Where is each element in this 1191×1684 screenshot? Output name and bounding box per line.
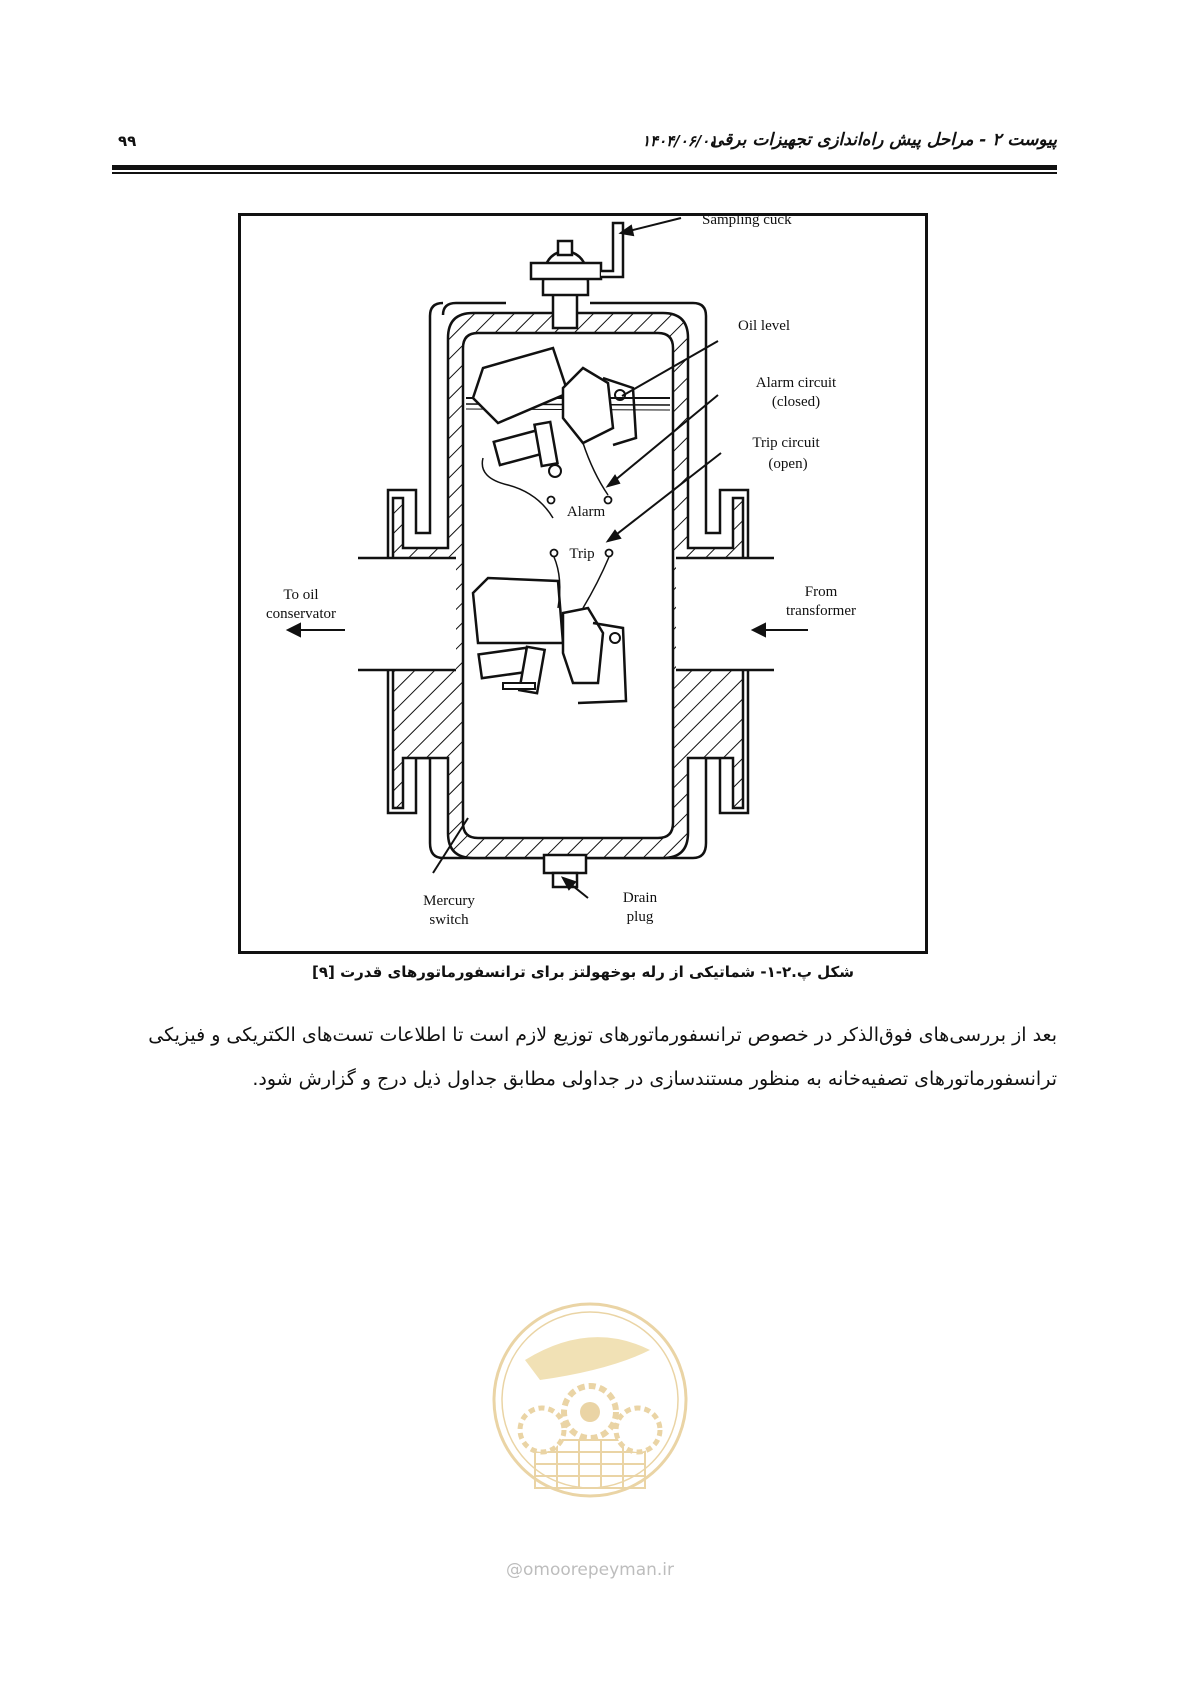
label-mercury-1: Mercury [423,893,475,909]
body-line-2: ترانسفورماتورهای تصفیه‌خانه به منظور مستندسازی در جداولی مطابق جداول ذیل درج و گزارش شود. [252,1068,1057,1090]
watermark-logo [480,1280,710,1590]
label-alarm: Alarm [566,504,606,520]
label-alarm-circuit-1: Alarm circuit [755,375,837,391]
header-rule-thick [112,165,1057,170]
figure-caption: شکل پ.۲-۱- شماتیکی از رله بوخهولتز برای ترانسفورماتورهای قدرت [۹] [311,963,854,981]
body-line-1: بعد از بررسی‌های فوق‌الذکر در خصوص ترانسفورماتورهای توزیع لازم است تا اطلاعات تست‌های الکتریکی و فیزیکی [148,1024,1057,1046]
label-trip: Trip [569,546,595,562]
header-title: پیوست ۲ - مراحل پیش راه‌اندازی تجهیزات برقی [710,130,1057,150]
body-paragraph [112,1013,1057,1101]
lower-float [473,578,563,643]
label-from-1: From [804,584,838,600]
label-to-oil-2: conservator [266,606,336,622]
watermark-seal [480,1280,710,1590]
label-to-oil-1: To oil [283,587,319,603]
upper-float [473,348,568,423]
label-sampling-cock: Sampling cuck [702,213,792,228]
page-number: ۹۹ [118,132,137,150]
page-header [112,128,1057,168]
label-oil-level: Oil level [738,318,791,334]
buchholz-relay-diagram [238,213,928,954]
label-drain-1: Drain [622,890,658,906]
label-trip-circuit-1: Trip circuit [752,435,820,451]
header-rule-thin [112,172,1057,174]
header-date: ۱۴۰۴/۰۶/۰۱ [642,132,718,150]
label-drain-2: plug [626,909,654,925]
label-mercury-2: switch [429,912,469,928]
buchholz-relay-figure [238,213,928,954]
drain-plug [544,855,586,873]
label-trip-circuit-2: (open) [768,456,808,472]
label-alarm-circuit-2: (closed) [771,394,821,410]
watermark-text: @omoorepeyman.ir [505,1560,675,1580]
label-from-2: transformer [786,603,856,619]
